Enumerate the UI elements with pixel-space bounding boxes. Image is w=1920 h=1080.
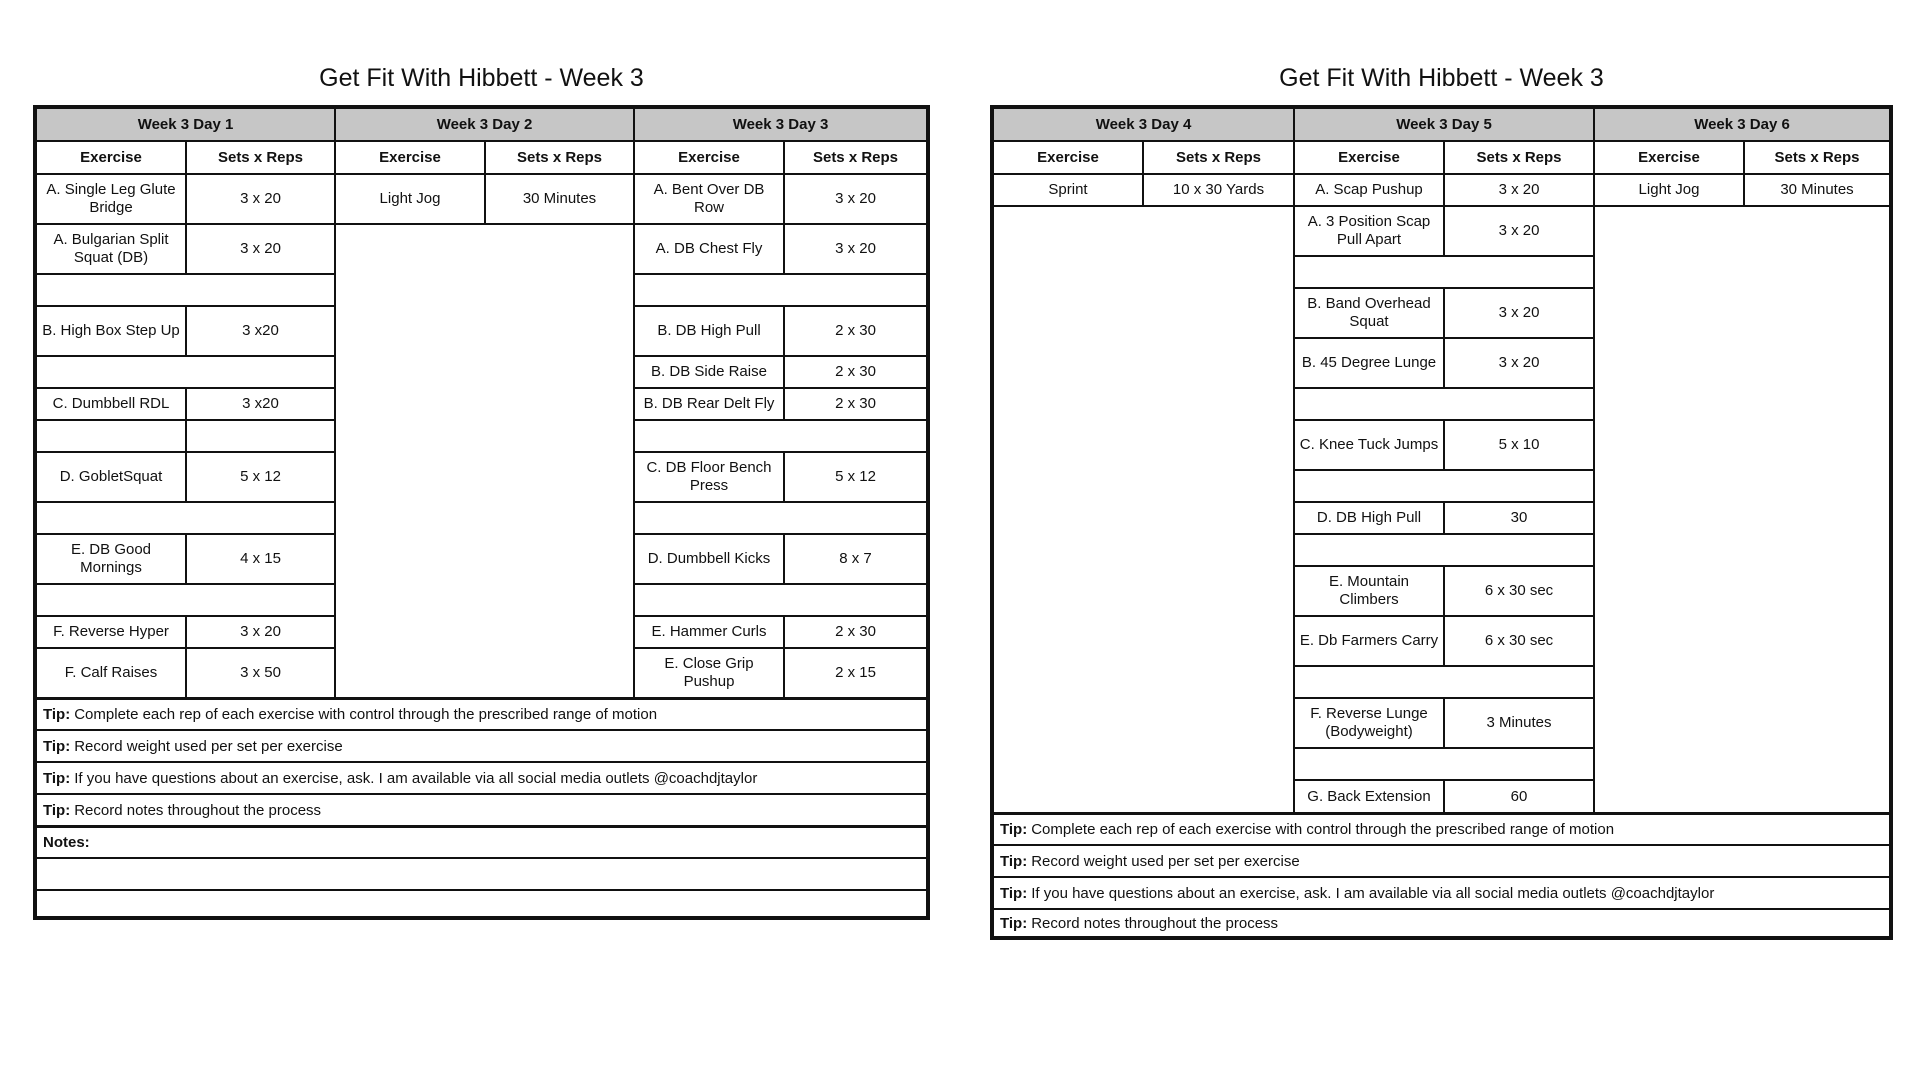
exercise-cell: B. Band Overhead Squat xyxy=(1294,288,1444,338)
exercise-cell: A. Scap Pushup xyxy=(1294,174,1444,206)
notes-line[interactable] xyxy=(36,890,927,917)
tip-row xyxy=(993,845,1890,877)
empty-day-area xyxy=(335,224,634,698)
exercise-cell: D. GobletSquat xyxy=(36,452,186,502)
spacer-row xyxy=(1294,388,1594,420)
sheet-title: Get Fit With Hibbett - Week 3 xyxy=(1279,64,1604,92)
sets-cell: 5 x 12 xyxy=(784,452,927,502)
tip-text: Record notes throughout the process xyxy=(74,801,322,819)
exercise-cell: A. Bent Over DB Row xyxy=(634,174,784,224)
column-header-exercise: Exercise xyxy=(993,141,1143,174)
exercise-cell: E. Mountain Climbers xyxy=(1294,566,1444,616)
exercise-cell: F. Calf Raises xyxy=(36,648,186,698)
tip-text: Complete each rep of each exercise with control through the prescribed range of motion xyxy=(74,706,658,723)
spacer-row xyxy=(1294,534,1594,566)
sets-cell: 2 x 30 xyxy=(784,306,927,356)
sets-cell: 3 x 20 xyxy=(784,174,927,224)
day-header: Week 3 Day 1 xyxy=(36,108,335,141)
sets-cell: 8 x 7 xyxy=(784,534,927,584)
tip-label: Tip: xyxy=(43,769,71,787)
tip-label: Tip: xyxy=(43,801,71,819)
sets-cell: 3 x 20 xyxy=(1444,288,1594,338)
exercise-cell: Sprint xyxy=(993,174,1143,206)
column-header-exercise: Exercise xyxy=(1294,141,1444,174)
notes-label: Notes: xyxy=(43,834,90,851)
day-header: Week 3 Day 3 xyxy=(634,108,927,141)
tip-text: Record weight used per set per exercise xyxy=(1031,852,1300,870)
column-header-sets: Sets x Reps xyxy=(1143,141,1294,174)
column-header-sets: Sets x Reps xyxy=(186,141,335,174)
tip-row xyxy=(993,877,1890,909)
spacer-row xyxy=(1294,256,1594,288)
exercise-cell: C. Knee Tuck Jumps xyxy=(1294,420,1444,470)
column-header-exercise: Exercise xyxy=(634,141,784,174)
spacer-row xyxy=(634,584,927,616)
sets-cell: 3 Minutes xyxy=(1444,698,1594,748)
tip-row xyxy=(993,813,1890,845)
sets-cell: 3 x 20 xyxy=(1444,338,1594,388)
sets-cell: 30 xyxy=(1444,502,1594,534)
exercise-cell: E. Db Farmers Carry xyxy=(1294,616,1444,666)
exercise-cell: A. DB Chest Fly xyxy=(634,224,784,274)
tip-row xyxy=(36,730,927,762)
spacer-row xyxy=(1294,666,1594,698)
sets-cell: 2 x 30 xyxy=(784,356,927,388)
sets-cell: 3 x 20 xyxy=(186,616,335,648)
day-header: Week 3 Day 4 xyxy=(993,108,1294,141)
spacer-row xyxy=(36,356,335,388)
workout-sheet-days-4-6 xyxy=(990,105,1893,940)
day-header: Week 3 Day 6 xyxy=(1594,108,1890,141)
sets-cell: 3 x 50 xyxy=(186,648,335,698)
sets-cell: 3 x 20 xyxy=(186,174,335,224)
tip-label: Tip: xyxy=(1000,852,1028,870)
spacer-row xyxy=(1294,470,1594,502)
spacer-row xyxy=(36,584,335,616)
exercise-cell: A. 3 Position Scap Pull Apart xyxy=(1294,206,1444,256)
exercise-cell: Light Jog xyxy=(335,174,485,224)
sets-cell: 2 x 30 xyxy=(784,388,927,420)
sets-cell: 3 x 20 xyxy=(784,224,927,274)
tip-row xyxy=(36,762,927,794)
column-header-sets: Sets x Reps xyxy=(1744,141,1890,174)
tip-row xyxy=(993,909,1890,937)
column-header-sets: Sets x Reps xyxy=(485,141,634,174)
spacer-row xyxy=(634,502,927,534)
exercise-cell: A. Single Leg Glute Bridge xyxy=(36,174,186,224)
column-header-sets: Sets x Reps xyxy=(784,141,927,174)
spacer-row xyxy=(36,420,186,452)
spacer-row xyxy=(186,420,335,452)
column-header-sets: Sets x Reps xyxy=(1444,141,1594,174)
exercise-cell: G. Back Extension xyxy=(1294,780,1444,813)
tip-text: Complete each rep of each exercise with control through the prescribed range of motion xyxy=(1031,821,1615,838)
exercise-cell: B. DB High Pull xyxy=(634,306,784,356)
tip-row xyxy=(36,698,927,730)
exercise-cell: C. Dumbbell RDL xyxy=(36,388,186,420)
column-header-exercise: Exercise xyxy=(36,141,186,174)
exercise-cell: E. Hammer Curls xyxy=(634,616,784,648)
spacer-row xyxy=(36,274,335,306)
column-header-exercise: Exercise xyxy=(335,141,485,174)
sets-cell: 3 x 20 xyxy=(1444,174,1594,206)
tip-label: Tip: xyxy=(43,706,71,723)
sets-cell: 30 Minutes xyxy=(485,174,634,224)
sets-cell: 2 x 30 xyxy=(784,616,927,648)
spacer-row xyxy=(1294,748,1594,780)
tip-text: Record weight used per set per exercise xyxy=(74,737,343,755)
tip-text: If you have questions about an exercise, ask. I am available via all social media outlets @coachdjtaylor xyxy=(1031,884,1715,902)
sets-cell: 30 Minutes xyxy=(1744,174,1890,206)
tip-label: Tip: xyxy=(43,737,71,755)
exercise-cell: F. Reverse Lunge (Bodyweight) xyxy=(1294,698,1444,748)
sets-cell: 6 x 30 sec xyxy=(1444,566,1594,616)
sets-cell: 4 x 15 xyxy=(186,534,335,584)
exercise-cell: Light Jog xyxy=(1594,174,1744,206)
exercise-cell: D. Dumbbell Kicks xyxy=(634,534,784,584)
sets-cell: 10 x 30 Yards xyxy=(1143,174,1294,206)
workout-sheet-days-1-3 xyxy=(33,105,930,920)
exercise-cell: D. DB High Pull xyxy=(1294,502,1444,534)
day-header: Week 3 Day 5 xyxy=(1294,108,1594,141)
tip-label: Tip: xyxy=(1000,821,1028,838)
exercise-cell: B. DB Side Raise xyxy=(634,356,784,388)
exercise-cell: C. DB Floor Bench Press xyxy=(634,452,784,502)
exercise-cell: F. Reverse Hyper xyxy=(36,616,186,648)
tip-text: Record notes throughout the process xyxy=(1031,914,1279,932)
exercise-cell: B. High Box Step Up xyxy=(36,306,186,356)
tip-label: Tip: xyxy=(1000,884,1028,902)
sets-cell: 6 x 30 sec xyxy=(1444,616,1594,666)
sets-cell: 2 x 15 xyxy=(784,648,927,698)
spacer-row xyxy=(634,274,927,306)
sheet-title: Get Fit With Hibbett - Week 3 xyxy=(319,64,644,92)
sets-cell: 3 x 20 xyxy=(1444,206,1594,256)
tip-text: If you have questions about an exercise, ask. I am available via all social media outlets @coachdjtaylor xyxy=(74,769,758,787)
day-header: Week 3 Day 2 xyxy=(335,108,634,141)
sets-cell: 3 x 20 xyxy=(186,224,335,274)
sets-cell: 5 x 10 xyxy=(1444,420,1594,470)
exercise-cell: B. 45 Degree Lunge xyxy=(1294,338,1444,388)
empty-day-area xyxy=(993,206,1294,813)
empty-day-area xyxy=(1594,206,1890,813)
sets-cell: 3 x20 xyxy=(186,388,335,420)
notes-row xyxy=(36,826,927,858)
column-header-exercise: Exercise xyxy=(1594,141,1744,174)
sets-cell: 60 xyxy=(1444,780,1594,813)
tip-row xyxy=(36,794,927,826)
sets-cell: 5 x 12 xyxy=(186,452,335,502)
exercise-cell: E. DB Good Mornings xyxy=(36,534,186,584)
notes-line[interactable] xyxy=(36,858,927,890)
sets-cell: 3 x20 xyxy=(186,306,335,356)
exercise-cell: A. Bulgarian Split Squat (DB) xyxy=(36,224,186,274)
exercise-cell: B. DB Rear Delt Fly xyxy=(634,388,784,420)
exercise-cell: E. Close Grip Pushup xyxy=(634,648,784,698)
spacer-row xyxy=(36,502,335,534)
tip-label: Tip: xyxy=(1000,914,1028,932)
spacer-row xyxy=(634,420,927,452)
